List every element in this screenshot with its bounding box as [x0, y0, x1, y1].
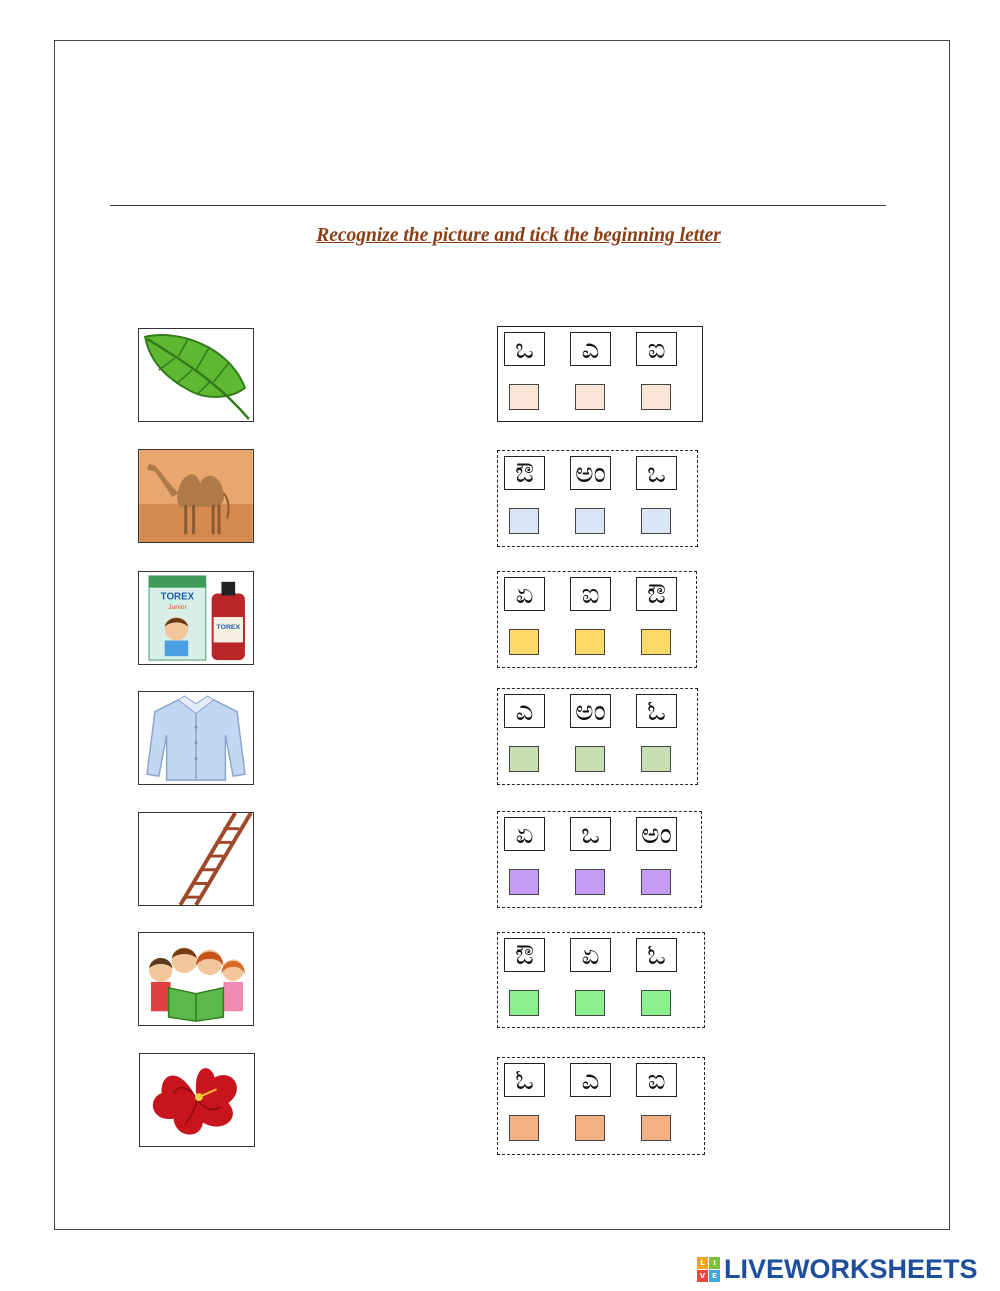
- tick-checkbox[interactable]: [575, 990, 605, 1016]
- syrup-bottle-picture: [138, 571, 254, 665]
- camel-picture: [138, 449, 254, 543]
- svg-text:TOREX: TOREX: [216, 623, 241, 631]
- tick-checkbox[interactable]: [575, 629, 605, 655]
- ladder-picture: [138, 812, 254, 906]
- letter-option: ಏ: [504, 577, 545, 611]
- logo-block: L: [697, 1257, 708, 1269]
- tick-checkbox[interactable]: [641, 629, 671, 655]
- options-row-5: [497, 811, 702, 908]
- tick-checkbox[interactable]: [641, 990, 671, 1016]
- letter-option: ಒ: [504, 332, 545, 366]
- tick-checkbox[interactable]: [575, 746, 605, 772]
- svg-text:TOREX: TOREX: [160, 591, 195, 603]
- letter-option: ಒ: [636, 456, 677, 490]
- tick-checkbox[interactable]: [575, 384, 605, 410]
- letter-option: ಅಂ: [570, 694, 611, 728]
- letter-option: ಐ: [570, 577, 611, 611]
- tick-checkbox[interactable]: [509, 629, 539, 655]
- liveworksheets-logo: [697, 1254, 978, 1284]
- options-row-6: [497, 932, 705, 1028]
- tick-checkbox[interactable]: [509, 746, 539, 772]
- letter-option: ಎ: [504, 694, 545, 728]
- letter-option: ಐ: [636, 332, 677, 366]
- letter-option: ಏ: [570, 938, 611, 972]
- letter-option: ಎ: [570, 1063, 611, 1097]
- options-row-2: [497, 450, 698, 547]
- letter-option: ಔ: [636, 577, 677, 611]
- tick-checkbox[interactable]: [509, 869, 539, 895]
- letter-option: ಎ: [570, 332, 611, 366]
- options-row-4: [497, 688, 698, 785]
- letter-option: ಏ: [504, 817, 545, 851]
- shirt-picture: [138, 691, 254, 785]
- tick-checkbox[interactable]: [641, 746, 671, 772]
- letter-option: ಔ: [504, 938, 545, 972]
- letter-option: ಅಂ: [570, 456, 611, 490]
- tick-checkbox[interactable]: [509, 1115, 539, 1141]
- tick-checkbox[interactable]: [641, 869, 671, 895]
- options-row-7: [497, 1057, 705, 1155]
- tick-checkbox[interactable]: [575, 1115, 605, 1141]
- name-line: [110, 205, 886, 206]
- logo-blocks: [697, 1257, 720, 1282]
- logo-block: I: [709, 1257, 720, 1269]
- tick-checkbox[interactable]: [641, 384, 671, 410]
- letter-option: ಐ: [636, 1063, 677, 1097]
- letter-option: ಒ: [570, 817, 611, 851]
- letter-option: ಓ: [504, 1063, 545, 1097]
- tick-checkbox[interactable]: [575, 869, 605, 895]
- options-row-3: [497, 571, 697, 668]
- tick-checkbox[interactable]: [641, 1115, 671, 1141]
- letter-option: ಓ: [636, 938, 677, 972]
- letter-option: ಔ: [504, 456, 545, 490]
- tick-checkbox[interactable]: [509, 384, 539, 410]
- options-row-1: [497, 326, 703, 422]
- instruction-heading: Recognize the picture and tick the beginning letter: [316, 225, 721, 246]
- tick-checkbox[interactable]: [575, 508, 605, 534]
- logo-block: E: [709, 1270, 720, 1282]
- hibiscus-flower-picture: [139, 1053, 255, 1147]
- tick-checkbox[interactable]: [509, 990, 539, 1016]
- brand-name: LIVEWORKSHEETS: [724, 1253, 978, 1284]
- leaf-picture: [138, 328, 254, 422]
- logo-block: V: [697, 1270, 708, 1282]
- svg-text:Junior: Junior: [168, 604, 187, 612]
- tick-checkbox[interactable]: [641, 508, 671, 534]
- children-reading-picture: [138, 932, 254, 1026]
- tick-checkbox[interactable]: [509, 508, 539, 534]
- letter-option: ಅಂ: [636, 817, 677, 851]
- letter-option: ಓ: [636, 694, 677, 728]
